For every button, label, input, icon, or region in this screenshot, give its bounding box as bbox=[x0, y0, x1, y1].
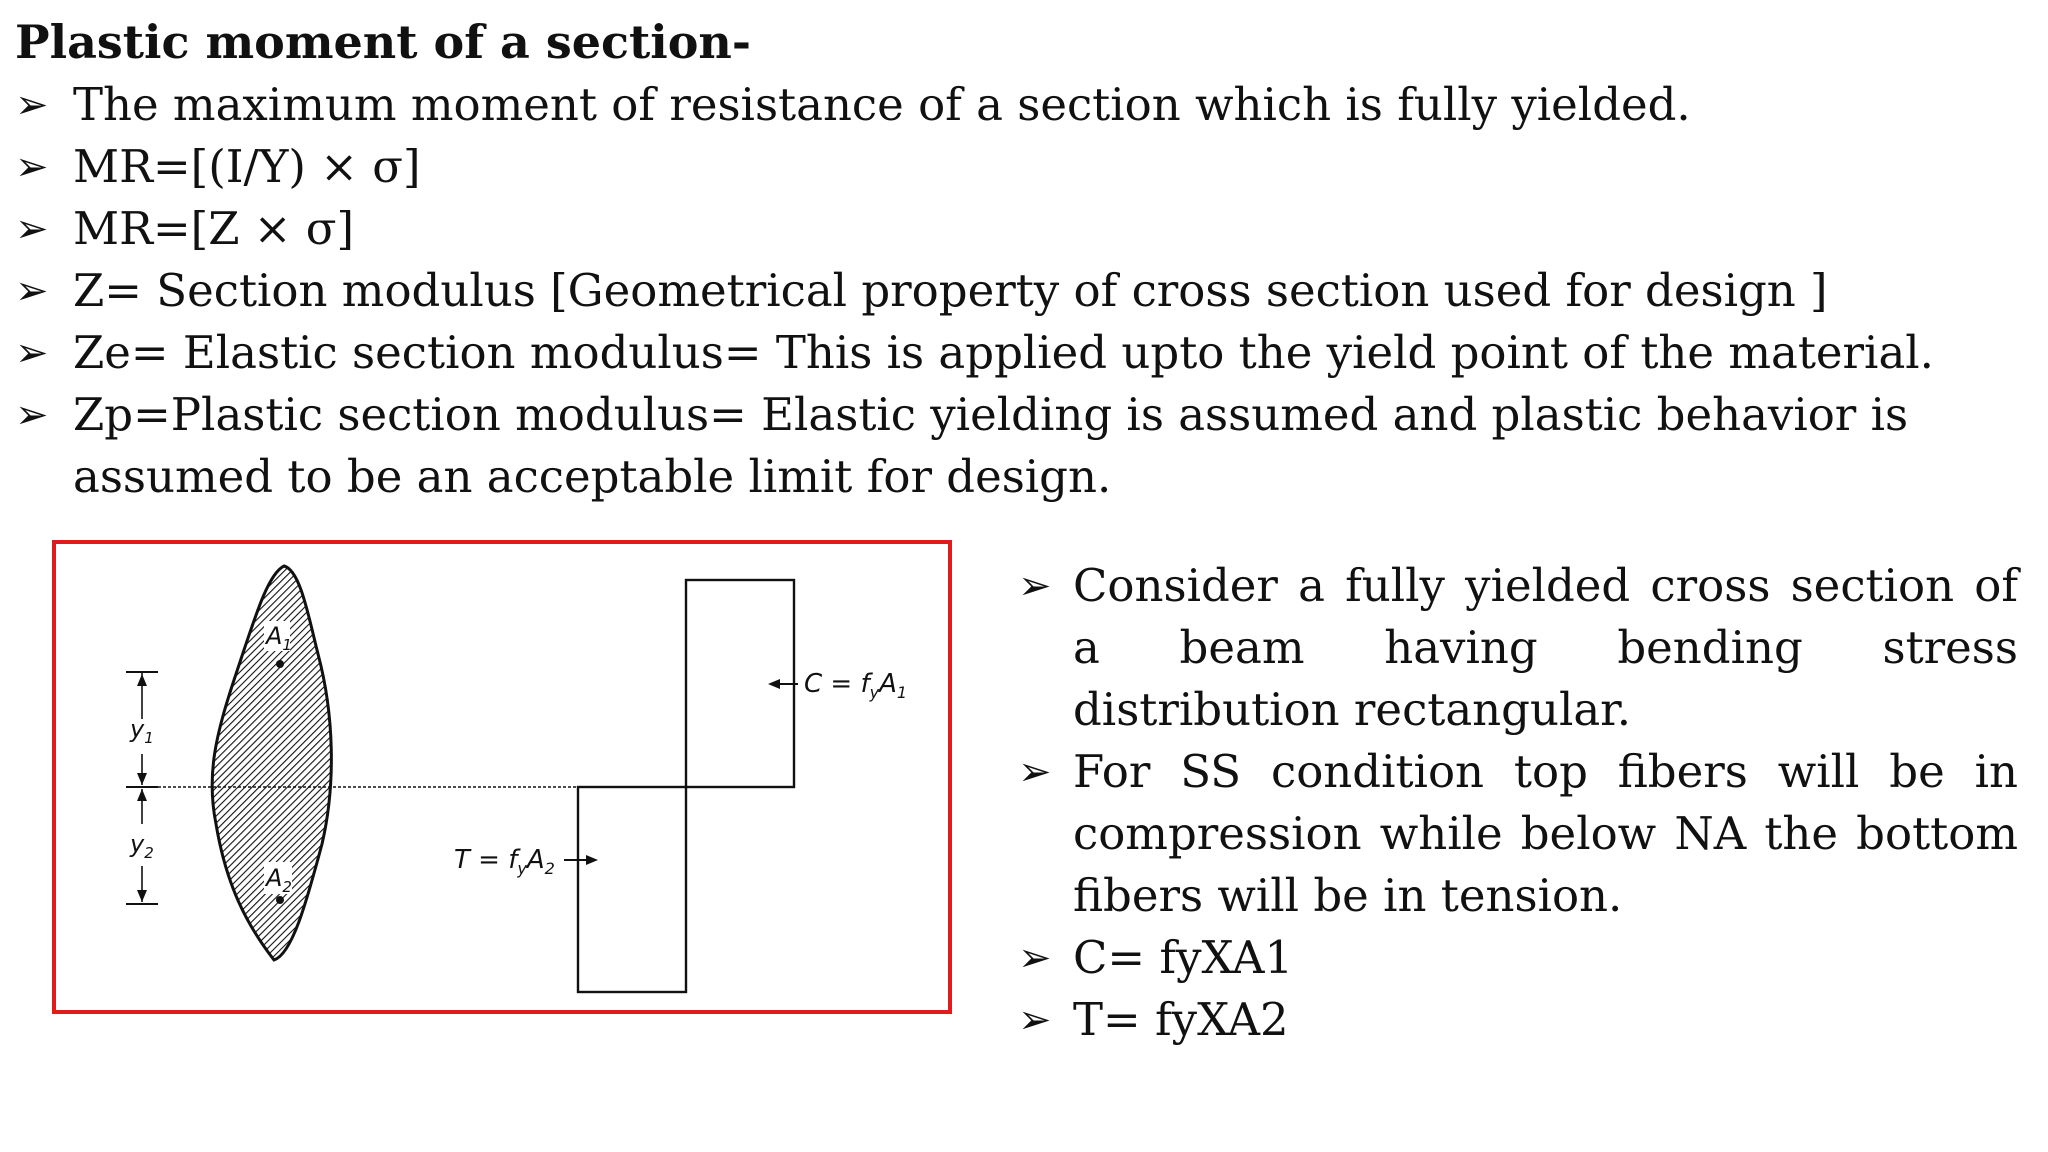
arrow-bullet-icon: ➢ bbox=[15, 392, 49, 438]
list-item bbox=[15, 384, 2045, 508]
arrow-bullet-icon: ➢ bbox=[1018, 997, 1052, 1043]
point-text: MR=[(I/Y) × σ] bbox=[73, 140, 421, 193]
compression-force-label: $C = f_yA_1$ bbox=[804, 669, 908, 702]
arrow-bullet-icon: ➢ bbox=[1018, 749, 1052, 795]
point-text: Zp=Plastic section modulus= Elastic yielding is assumed and plastic behavior is assumed to be an acceptable limit for design. bbox=[73, 388, 1909, 503]
arrow-bullet-icon: ➢ bbox=[15, 82, 49, 128]
centroid-a1-dot bbox=[276, 660, 284, 668]
point-text: Z= Section modulus [Geometrical property of cross section used for design ] bbox=[73, 264, 1828, 317]
list-item bbox=[1018, 555, 2018, 741]
tension-stress-block bbox=[578, 787, 686, 992]
list-item bbox=[15, 136, 2045, 198]
page-title: Plastic moment of a section- bbox=[15, 15, 751, 69]
y2-dimension-label: $y_2$ bbox=[130, 830, 154, 862]
arrow-bullet-icon: ➢ bbox=[15, 206, 49, 252]
point-text: The maximum moment of resistance of a section which is fully yielded. bbox=[73, 78, 1691, 131]
point-text: For SS condition top fibers will be in compression while below NA the bottom fibers will be in tension. bbox=[1073, 745, 2018, 922]
point-text: C= fyXA1 bbox=[1073, 931, 1294, 984]
arrow-bullet-icon: ➢ bbox=[1018, 563, 1052, 609]
point-text: T= fyXA2 bbox=[1073, 993, 1289, 1046]
area-a1-label: $A_1$ bbox=[266, 622, 292, 654]
area-a2-label: $A_2$ bbox=[266, 864, 292, 896]
y1-dimension-label: $y_1$ bbox=[130, 715, 154, 747]
point-text: Ze= Elastic section modulus= This is applied upto the yield point of the material. bbox=[73, 326, 1934, 379]
arrow-bullet-icon: ➢ bbox=[15, 330, 49, 376]
list-item bbox=[15, 322, 2045, 384]
list-item bbox=[15, 74, 2045, 136]
arrow-bullet-icon: ➢ bbox=[15, 144, 49, 190]
definition-list bbox=[15, 74, 2045, 508]
list-item bbox=[1018, 927, 2018, 989]
arrow-bullet-icon: ➢ bbox=[1018, 935, 1052, 981]
list-item bbox=[15, 198, 2045, 260]
arrow-bullet-icon: ➢ bbox=[15, 268, 49, 314]
stress-distribution-figure bbox=[52, 540, 952, 1014]
list-item bbox=[15, 260, 2045, 322]
point-text: Consider a fully yielded cross section of a beam having bending stress distribution rectangular. bbox=[1073, 559, 2018, 736]
stress-diagram bbox=[56, 544, 948, 1010]
centroid-a2-dot bbox=[276, 896, 284, 904]
point-text: MR=[Z × σ] bbox=[73, 202, 355, 255]
explanation-list bbox=[1018, 555, 2018, 1051]
tension-force-label: $T = f_yA_2$ bbox=[454, 845, 555, 878]
list-item bbox=[1018, 741, 2018, 927]
list-item bbox=[1018, 989, 2018, 1051]
